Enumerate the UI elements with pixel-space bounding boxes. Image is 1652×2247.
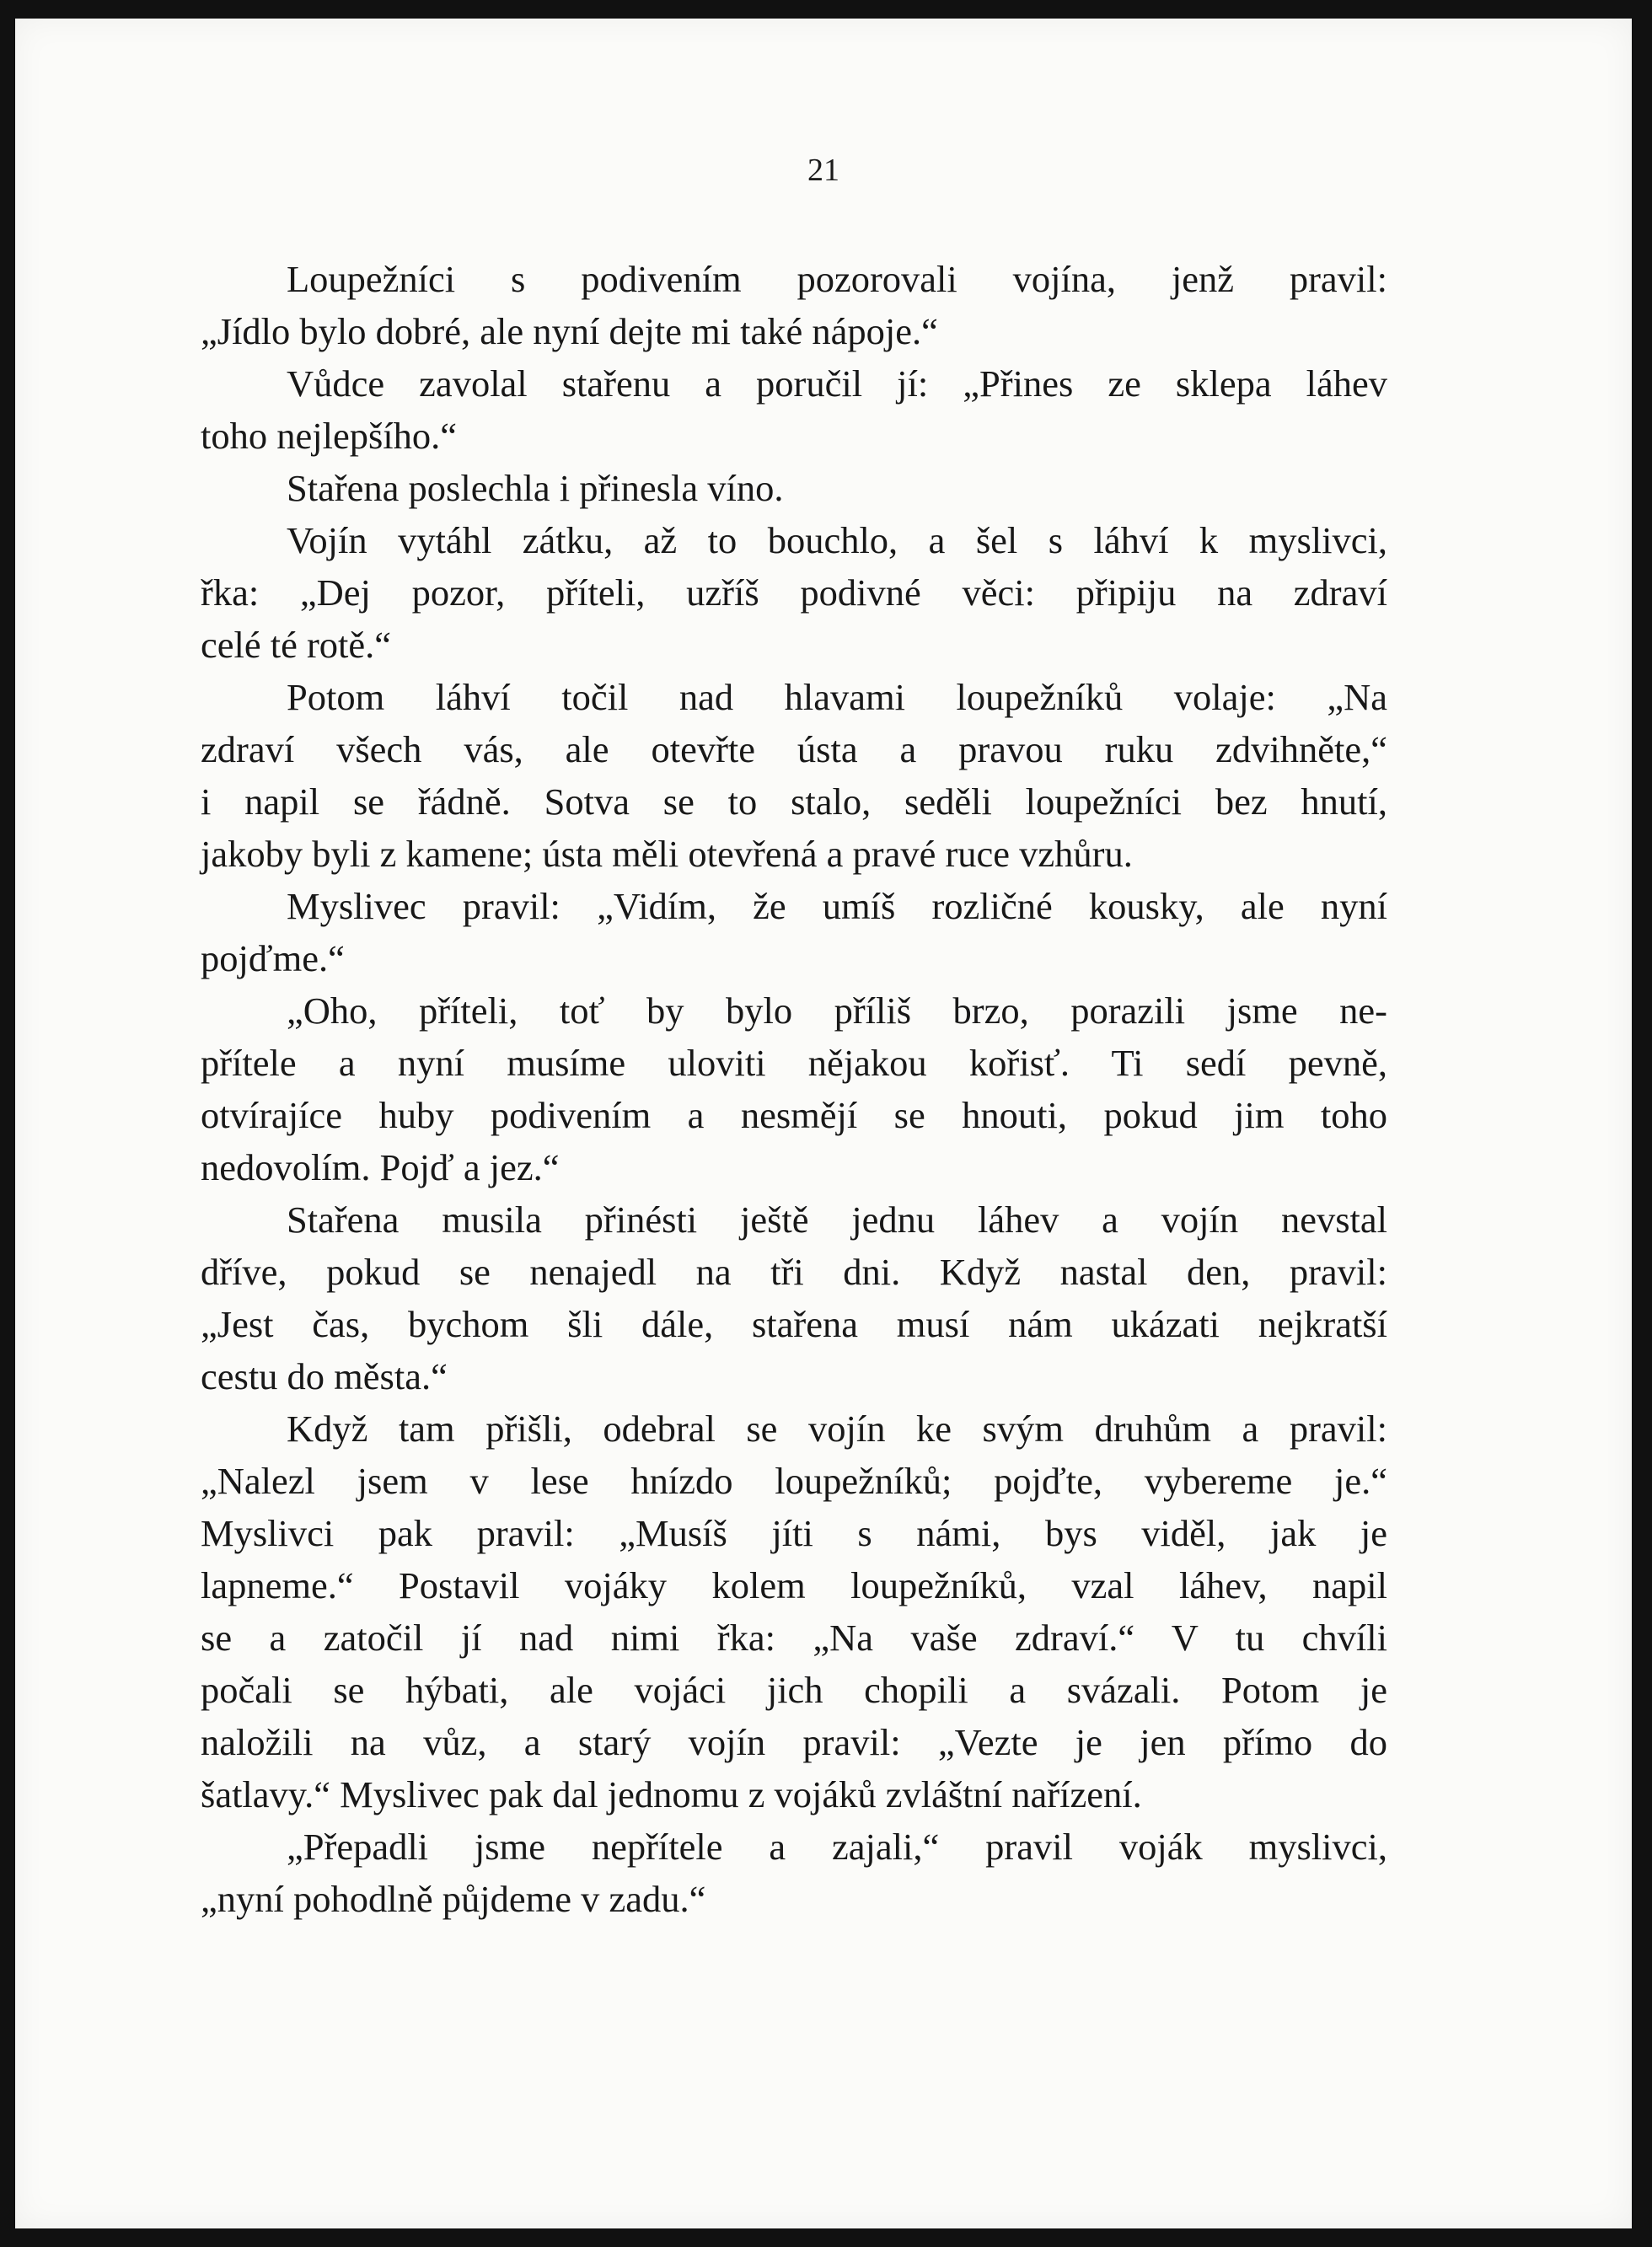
text-line: přítele a nyní musíme uloviti nějakou kořisť. Ti sedí pevně, [201, 1042, 1387, 1084]
body-text [201, 253, 1387, 1925]
text-line: i napil se řádně. Sotva se to stalo, seděli loupežníci bez hnutí, [201, 780, 1387, 823]
text-line: zdraví všech vás, ale otevřte ústa a pravou ruku zdvihněte,“ [201, 728, 1387, 770]
text-line: „Oho, příteli, toť by bylo příliš brzo, porazili jsme ne- [287, 989, 1387, 1032]
text-line: celé té rotě.“ [201, 624, 392, 666]
text-line: řka: „Dej pozor, příteli, uzříš podivné věci: připiju na zdraví [201, 571, 1387, 614]
text-line: Stařena poslechla i přinesla víno. [287, 467, 784, 509]
text-line: lapneme.“ Postavil vojáky kolem loupežníků, vzal láhev, napil [201, 1564, 1387, 1606]
text-line: Když tam přišli, odebral se vojín ke svým druhům a pravil: [287, 1408, 1387, 1450]
text-line: šatlavy.“ Myslivec pak dal jednomu z vojáků zvláštní nařízení. [201, 1773, 1142, 1815]
text-line: Potom láhví točil nad hlavami loupežníků volaje: „Na [287, 676, 1387, 718]
text-line: otvírajíce huby podivením a nesmějí se hnouti, pokud jim toho [201, 1094, 1387, 1136]
text-line: Stařena musila přinésti ještě jednu láhev a vojín nevstal [287, 1199, 1387, 1241]
text-line: se a zatočil jí nad nimi řka: „Na vaše zdraví.“ V tu chvíli [201, 1617, 1387, 1659]
text-line: nedovolím. Pojď a jez.“ [201, 1146, 560, 1188]
text-line: Vojín vytáhl zátku, až to bouchlo, a šel s láhví k myslivci, [287, 519, 1387, 561]
text-line: počali se hýbati, ale vojáci jich chopili a svázali. Potom je [201, 1669, 1387, 1711]
text-line: pojďme.“ [201, 937, 345, 979]
text-line: „nyní pohodlně půjdeme v zadu.“ [201, 1878, 706, 1920]
text-line: Loupežníci s podivením pozorovali vojína, jenž pravil: [287, 258, 1387, 300]
text-line: naložili na vůz, a starý vojín pravil: „Vezte je jen přímo do [201, 1721, 1387, 1763]
text-line: Myslivec pravil: „Vidím, že umíš rozličné kousky, ale nyní [287, 885, 1387, 927]
text-line: „Jídlo bylo dobré, ale nyní dejte mi také nápoje.“ [201, 310, 938, 352]
text-line: „Jest čas, bychom šli dále, stařena musí nám ukázati nejkratší [201, 1303, 1387, 1345]
text-line: Vůdce zavolal stařenu a poručil jí: „Přines ze sklepa láhev [287, 362, 1387, 405]
text-line: dříve, pokud se nenajedl na tři dni. Když nastal den, pravil: [201, 1251, 1387, 1293]
text-line: „Přepadli jsme nepřítele a zajali,“ pravil voják myslivci, [287, 1826, 1387, 1868]
book-page [15, 19, 1632, 2228]
text-line: cestu do města.“ [201, 1355, 448, 1397]
text-line: toho nejlepšího.“ [201, 415, 458, 457]
text-line: Myslivci pak pravil: „Musíš jíti s námi, bys viděl, jak je [201, 1512, 1387, 1554]
page-number: 21 [807, 153, 839, 188]
text-line: „Nalezl jsem v lese hnízdo loupežníků; pojďte, vybereme je.“ [201, 1460, 1387, 1502]
text-line: jakoby byli z kamene; ústa měli otevřená a pravé ruce vzhůru. [201, 833, 1133, 875]
